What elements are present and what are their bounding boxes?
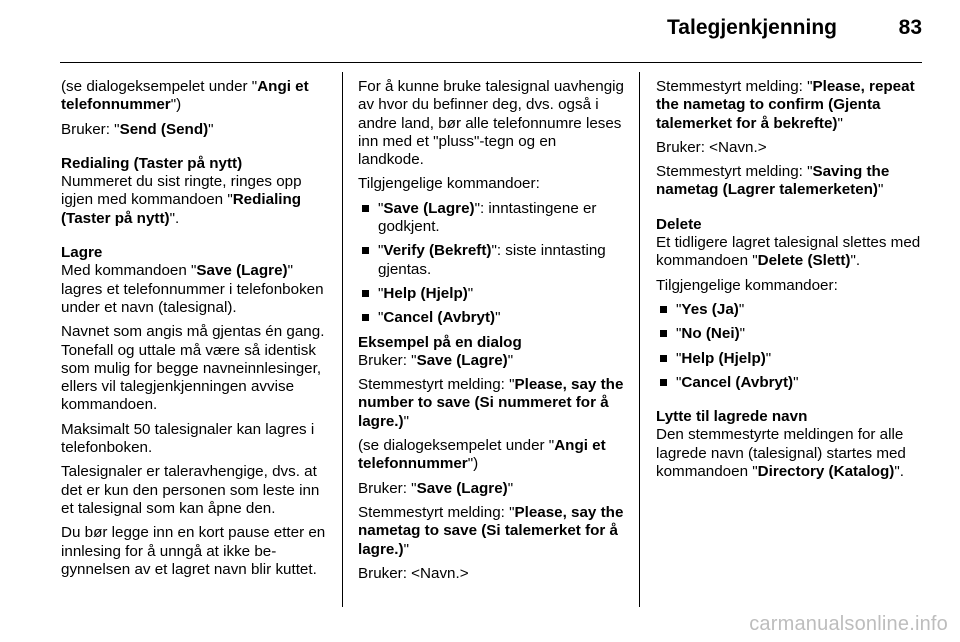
list-item: "Verify (Bekreft)": siste inntasting gjentas. bbox=[358, 242, 626, 279]
bullet-icon bbox=[362, 205, 369, 212]
bullet-icon bbox=[362, 290, 369, 297]
list-item: "Cancel (Avbryt)" bbox=[358, 309, 626, 327]
paragraph-system-say-nametag: Stemmestyrt melding: "Please, say the nametag to save (Si talemerket for å lagre.)" bbox=[358, 503, 624, 558]
paragraph-user-name-2: Bruker: <Navn.> bbox=[656, 138, 767, 156]
list-item: "Cancel (Avbryt)" bbox=[656, 374, 924, 392]
paragraph-system-repeat: Stemmestyrt melding: "Please, repeat the nametag to confirm (Gjenta talemerket for å bekrefte)" bbox=[656, 78, 915, 132]
paragraph-user-name: Bruker: <Navn.> bbox=[358, 564, 469, 582]
paragraph-user-save: Bruker: "Save (Lagre)" bbox=[358, 351, 514, 369]
paragraph-see-dialog-2: (se dialogeksempelet under "Angi et telefonnummer") bbox=[358, 437, 606, 473]
column-divider-1 bbox=[342, 72, 343, 607]
list-item: "Yes (Ja)" bbox=[656, 301, 924, 319]
column-2 bbox=[358, 78, 626, 589]
bullet-icon bbox=[660, 330, 667, 337]
paragraph-pause: Du bør legge inn en kort pause etter en innlesing for å unngå at ikke begynnelsen av et lagret navn blir kuttet. bbox=[61, 524, 326, 578]
command-list bbox=[358, 200, 626, 328]
bullet-icon bbox=[362, 314, 369, 321]
heading-lagre: Lagre bbox=[61, 244, 103, 262]
paragraph-save: Med kommandoen "Save (Lagre)" lagres et telefonnummer i telefonboken under et navn (talesignal). bbox=[61, 262, 324, 316]
bullet-icon bbox=[660, 306, 667, 313]
list-item: "Help (Hjelp)" bbox=[358, 285, 626, 303]
list-item: "No (Nei)" bbox=[656, 325, 924, 343]
command-list-2 bbox=[656, 301, 924, 392]
column-divider-2 bbox=[639, 72, 640, 607]
column-1 bbox=[61, 78, 329, 585]
page-title: Talegjenkjenning bbox=[667, 16, 837, 39]
watermark: carmanualsonline.info bbox=[749, 613, 948, 635]
bullet-icon bbox=[660, 379, 667, 386]
paragraph-system-say-number: Stemmestyrt melding: "Please, say the number to save (Si nummeret for å lagre.)" bbox=[358, 376, 624, 430]
heading-redialing: Redialing (Taster på nytt) bbox=[61, 154, 243, 172]
label-available-commands: Tilgjengelige kommandoer: bbox=[358, 175, 540, 193]
paragraph-max: Maksimalt 50 talesignaler kan lagres i telefonboken. bbox=[61, 420, 315, 457]
paragraph-user-save-2: Bruker: "Save (Lagre)" bbox=[358, 479, 514, 497]
paragraph-name-repeat: Navnet som angis må gjentas én gang. Tonefall og uttale må være så identisk som mulig for begge navneinnlesinger, ellers vil talegjenkjenningen avvise kommandoen. bbox=[61, 323, 325, 414]
paragraph-plus-sign: For å kunne bruke talesignal uavhengig av hvor du befinner deg, dvs. også i andre land, bør alle telefonnumre leses inn med et "pluss"-tegn og en landkode. bbox=[358, 78, 624, 169]
paragraph-see-dialog: (se dialogeksempelet under "Angi et telefonnummer") bbox=[61, 78, 309, 114]
paragraph-speaker-dependent: Talesignaler er taleravhengige, dvs. at det er kun den personen som leste inn et talesignal som kan åpne den. bbox=[61, 463, 320, 517]
page-number: 83 bbox=[898, 16, 922, 39]
list-item: "Save (Lagre)": inntastingene er godkjent. bbox=[358, 200, 626, 237]
paragraph-user-send: Bruker: "Send (Send)" bbox=[61, 120, 214, 138]
label-available-commands-2: Tilgjengelige kommandoer: bbox=[656, 276, 838, 294]
column-3 bbox=[656, 78, 924, 487]
bullet-icon bbox=[660, 355, 667, 362]
header-rule bbox=[60, 62, 922, 63]
paragraph-system-saving: Stemmestyrt melding: "Saving the nametag (Lagrer talemerketen)" bbox=[656, 163, 890, 199]
heading-delete: Delete bbox=[656, 215, 702, 233]
bullet-icon bbox=[362, 247, 369, 254]
heading-example-dialog: Eksempel på en dialog bbox=[358, 333, 522, 351]
paragraph-delete: Et tidligere lagret talesignal slettes med kommandoen "Delete (Slett)". bbox=[656, 234, 921, 270]
heading-listen: Lytte til lagrede navn bbox=[656, 408, 808, 426]
paragraph-redialing: Nummeret du sist ringte, ringes opp igjen med kommandoen "Redialing (Taster på nytt)". bbox=[61, 173, 302, 227]
paragraph-listen: Den stemmestyrte meldingen for alle lagrede navn (talesignal) startes med kommandoen "Directory (Katalog)". bbox=[656, 426, 906, 481]
list-item: "Help (Hjelp)" bbox=[656, 350, 924, 368]
